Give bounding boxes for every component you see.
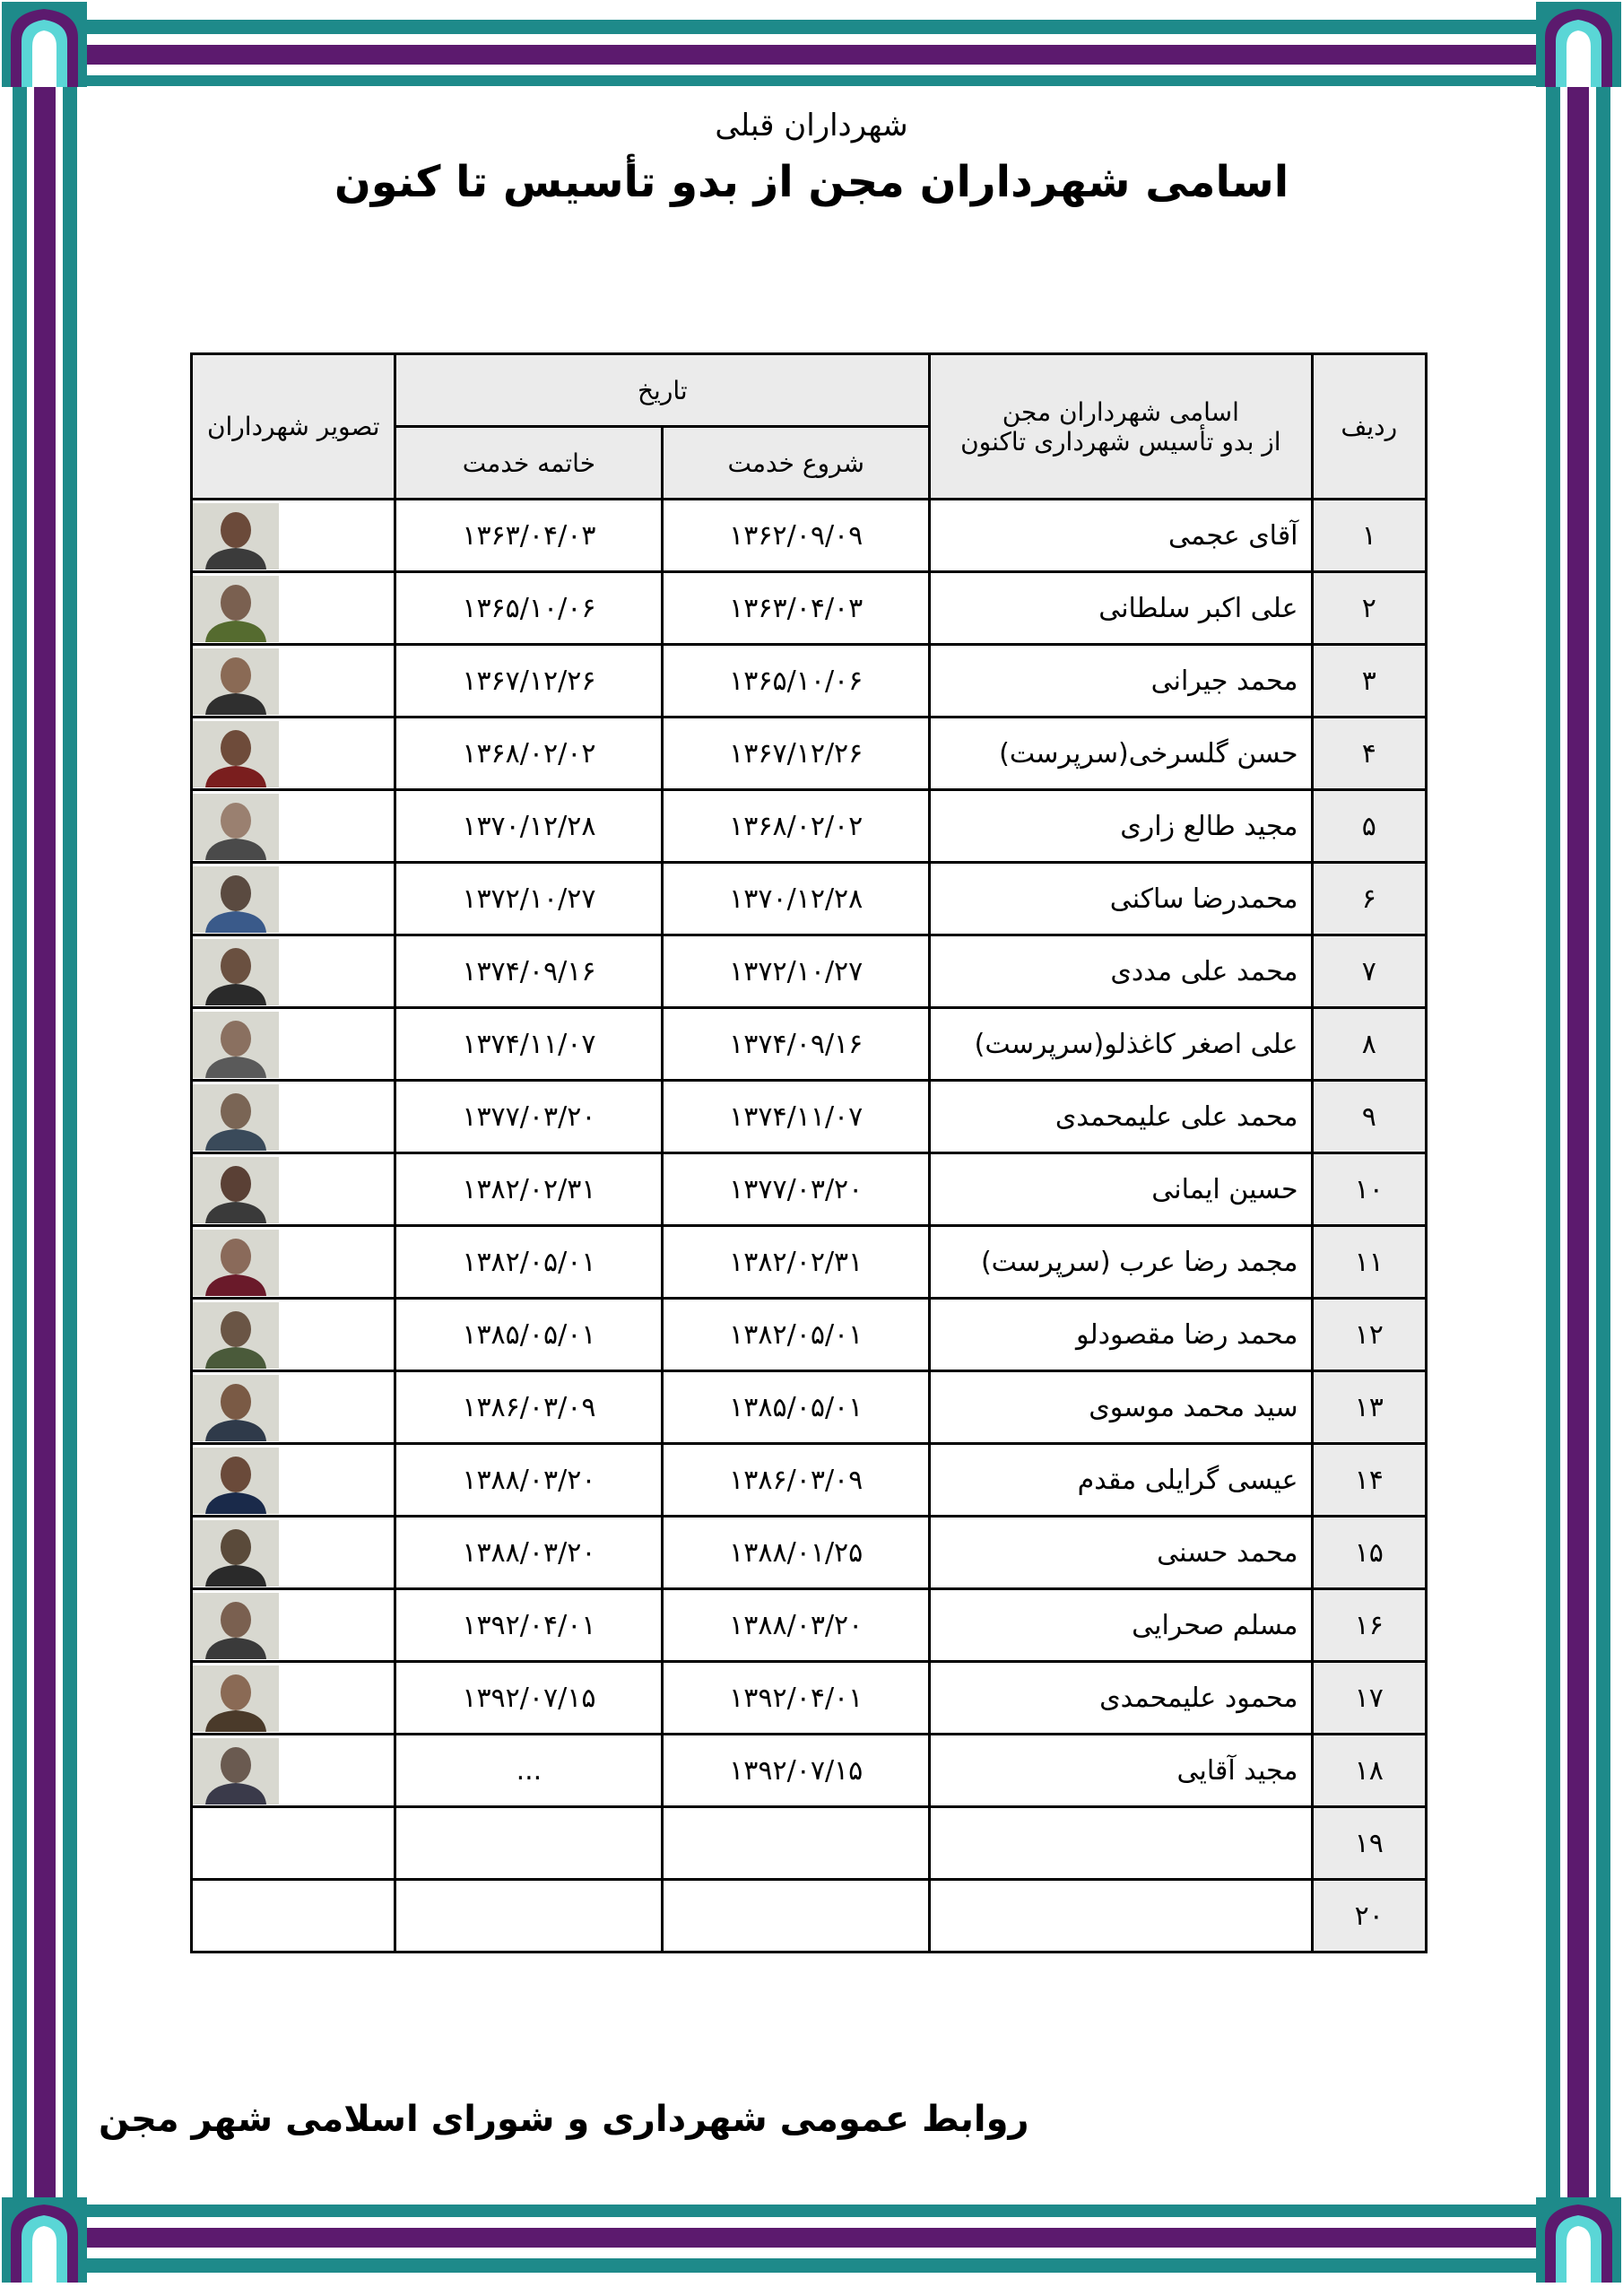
end-date: ۱۳۶۸/۰۲/۰۲ xyxy=(395,718,663,790)
start-date: ۱۳۷۲/۱۰/۲۷ xyxy=(663,935,930,1008)
row-number: ۵ xyxy=(1312,790,1427,863)
end-date: ۱۳۸۵/۰۵/۰۱ xyxy=(395,1299,663,1371)
row-number: ۸ xyxy=(1312,1008,1427,1081)
start-date xyxy=(663,1807,930,1880)
table-row xyxy=(192,1444,1427,1517)
mayor-name: علی اکبر سلطانی xyxy=(930,572,1312,645)
row-number: ۲ xyxy=(1312,572,1427,645)
photo-cell xyxy=(192,1444,395,1517)
end-date: ۱۳۸۶/۰۳/۰۹ xyxy=(395,1371,663,1444)
start-date: ۱۳۶۳/۰۴/۰۳ xyxy=(663,572,930,645)
end-date: ۱۳۸۸/۰۳/۲۰ xyxy=(395,1517,663,1589)
table-row xyxy=(192,1807,1427,1880)
end-date xyxy=(395,1807,663,1880)
table-row xyxy=(192,935,1427,1008)
photo-cell xyxy=(192,1880,395,1952)
table-header-row xyxy=(192,354,1427,427)
row-number: ۱ xyxy=(1312,500,1427,572)
row-number: ۴ xyxy=(1312,718,1427,790)
table-row xyxy=(192,572,1427,645)
end-date: ۱۳۷۴/۰۹/۱۶ xyxy=(395,935,663,1008)
row-number: ۱۸ xyxy=(1312,1735,1427,1807)
footer-text: روابط عمومی شهرداری و شورای اسلامی شهر مجن xyxy=(99,2099,1029,2140)
column-header-row-number: ردیف xyxy=(1312,354,1427,500)
column-header-start: شروع خدمت xyxy=(663,427,930,500)
row-number: ۱۲ xyxy=(1312,1299,1427,1371)
mayor-name: محمد علی علیمحمدی xyxy=(930,1081,1312,1153)
mayor-name xyxy=(930,1807,1312,1880)
row-number: ۱۳ xyxy=(1312,1371,1427,1444)
mayor-name: محمد جیرانی xyxy=(930,645,1312,718)
mayor-photo xyxy=(193,576,279,642)
table-row xyxy=(192,1153,1427,1226)
mayor-photo xyxy=(193,721,279,787)
row-number: ۹ xyxy=(1312,1081,1427,1153)
column-header-name-line2: از بدو تأسیس شهرداری تاکنون xyxy=(960,426,1281,457)
table-row xyxy=(192,1299,1427,1371)
table-row xyxy=(192,790,1427,863)
mayor-photo xyxy=(193,1738,279,1805)
table-row xyxy=(192,1081,1427,1153)
row-number: ۱۷ xyxy=(1312,1662,1427,1735)
photo-cell xyxy=(192,935,395,1008)
mayor-photo xyxy=(193,1375,279,1441)
mayor-photo xyxy=(193,1448,279,1514)
photo-cell xyxy=(192,863,395,935)
table-row xyxy=(192,645,1427,718)
mayor-photo xyxy=(193,939,279,1005)
end-date: ۱۳۶۳/۰۴/۰۳ xyxy=(395,500,663,572)
end-date: ۱۳۹۲/۰۷/۱۵ xyxy=(395,1662,663,1735)
corner-ornament-bottom-right xyxy=(1536,2197,1621,2283)
corner-ornament-top-left xyxy=(2,2,87,87)
photo-cell xyxy=(192,1662,395,1735)
table-row xyxy=(192,863,1427,935)
start-date: ۱۳۸۵/۰۵/۰۱ xyxy=(663,1371,930,1444)
mayor-name: سید محمد موسوی xyxy=(930,1371,1312,1444)
end-date: ۱۳۷۷/۰۳/۲۰ xyxy=(395,1081,663,1153)
start-date: ۱۳۸۲/۰۵/۰۱ xyxy=(663,1299,930,1371)
table-row xyxy=(192,1662,1427,1735)
start-date: ۱۳۶۸/۰۲/۰۲ xyxy=(663,790,930,863)
photo-cell xyxy=(192,1371,395,1444)
mayor-photo xyxy=(193,866,279,933)
table-row xyxy=(192,500,1427,572)
column-header-end: خاتمه خدمت xyxy=(395,427,663,500)
end-date: ۱۳۶۷/۱۲/۲۶ xyxy=(395,645,663,718)
end-date: ۱۳۷۲/۱۰/۲۷ xyxy=(395,863,663,935)
start-date: ۱۳۹۲/۰۷/۱۵ xyxy=(663,1735,930,1807)
row-number: ۱۹ xyxy=(1312,1807,1427,1880)
photo-cell xyxy=(192,1299,395,1371)
corner-ornament-bottom-left xyxy=(2,2197,87,2283)
mayor-name xyxy=(930,1880,1312,1952)
table-row xyxy=(192,1589,1427,1662)
mayor-name: حسین ایمانی xyxy=(930,1153,1312,1226)
start-date: ۱۳۸۲/۰۲/۳۱ xyxy=(663,1226,930,1299)
photo-cell xyxy=(192,718,395,790)
mayor-photo xyxy=(193,1012,279,1078)
start-date: ۱۳۷۴/۱۱/۰۷ xyxy=(663,1081,930,1153)
end-date: ۱۳۹۲/۰۴/۰۱ xyxy=(395,1589,663,1662)
start-date: ۱۳۹۲/۰۴/۰۱ xyxy=(663,1662,930,1735)
row-number: ۶ xyxy=(1312,863,1427,935)
start-date: ۱۳۶۵/۱۰/۰۶ xyxy=(663,645,930,718)
mayor-photo xyxy=(193,1084,279,1151)
start-date: ۱۳۷۴/۰۹/۱۶ xyxy=(663,1008,930,1081)
row-number: ۱۰ xyxy=(1312,1153,1427,1226)
start-date: ۱۳۶۲/۰۹/۰۹ xyxy=(663,500,930,572)
table-row xyxy=(192,718,1427,790)
mayor-name: محمد حسنی xyxy=(930,1517,1312,1589)
photo-cell xyxy=(192,1226,395,1299)
start-date: ۱۳۷۰/۱۲/۲۸ xyxy=(663,863,930,935)
mayor-photo xyxy=(193,794,279,860)
mayor-name: علی اصغر کاغذلو(سرپرست) xyxy=(930,1008,1312,1081)
table-row xyxy=(192,1735,1427,1807)
photo-cell xyxy=(192,790,395,863)
mayor-name: مجید طالع زاری xyxy=(930,790,1312,863)
mayor-name: عیسی گرایلی مقدم xyxy=(930,1444,1312,1517)
mayor-photo xyxy=(193,1665,279,1732)
end-date: ... xyxy=(395,1735,663,1807)
photo-cell xyxy=(192,1589,395,1662)
row-number: ۱۶ xyxy=(1312,1589,1427,1662)
mayor-name: محمدرضا ساکنی xyxy=(930,863,1312,935)
end-date: ۱۳۷۰/۱۲/۲۸ xyxy=(395,790,663,863)
column-header-date: تاریخ xyxy=(395,354,930,427)
photo-cell xyxy=(192,1008,395,1081)
mayor-photo xyxy=(193,1302,279,1369)
mayor-name: محمود علیمحمدی xyxy=(930,1662,1312,1735)
start-date: ۱۳۶۷/۱۲/۲۶ xyxy=(663,718,930,790)
mayors-table xyxy=(190,352,1428,1953)
row-number: ۳ xyxy=(1312,645,1427,718)
start-date: ۱۳۸۸/۰۳/۲۰ xyxy=(663,1589,930,1662)
mayor-name: مسلم صحرایی xyxy=(930,1589,1312,1662)
mayor-name: آقای عجمی xyxy=(930,500,1312,572)
end-date: ۱۳۸۲/۰۵/۰۱ xyxy=(395,1226,663,1299)
photo-cell xyxy=(192,645,395,718)
end-date: ۱۳۷۴/۱۱/۰۷ xyxy=(395,1008,663,1081)
row-number: ۷ xyxy=(1312,935,1427,1008)
page-title: اسامی شهرداران مجن از بدو تأسیس تا کنون xyxy=(334,157,1289,207)
row-number: ۱۱ xyxy=(1312,1226,1427,1299)
mayor-photo xyxy=(193,648,279,715)
table-row xyxy=(192,1371,1427,1444)
mayor-name: محمد رضا مقصودلو xyxy=(930,1299,1312,1371)
mayor-photo xyxy=(193,1157,279,1223)
mayor-photo xyxy=(193,1230,279,1296)
photo-cell xyxy=(192,1517,395,1589)
table-row xyxy=(192,1517,1427,1589)
mayor-name: مجید آقایی xyxy=(930,1735,1312,1807)
mayor-name: محمد علی مددی xyxy=(930,935,1312,1008)
mayor-photo xyxy=(193,503,279,570)
end-date: ۱۳۸۸/۰۳/۲۰ xyxy=(395,1444,663,1517)
column-header-name xyxy=(930,354,1312,500)
photo-cell xyxy=(192,572,395,645)
mayor-photo xyxy=(193,1593,279,1659)
photo-cell xyxy=(192,500,395,572)
mayor-photo xyxy=(193,1520,279,1587)
table-row xyxy=(192,1880,1427,1952)
start-date: ۱۳۸۸/۰۱/۲۵ xyxy=(663,1517,930,1589)
page-subtitle: شهرداران قبلی xyxy=(715,108,908,144)
end-date: ۱۳۶۵/۱۰/۰۶ xyxy=(395,572,663,645)
row-number: ۲۰ xyxy=(1312,1880,1427,1952)
corner-ornament-top-right xyxy=(1536,2,1621,87)
mayor-name: حسن گلسرخی(سرپرست) xyxy=(930,718,1312,790)
column-header-photo: تصویر شهرداران xyxy=(192,354,395,500)
photo-cell xyxy=(192,1081,395,1153)
photo-cell xyxy=(192,1153,395,1226)
photo-cell xyxy=(192,1807,395,1880)
table-row xyxy=(192,1226,1427,1299)
photo-cell xyxy=(192,1735,395,1807)
table-row xyxy=(192,1008,1427,1081)
row-number: ۱۴ xyxy=(1312,1444,1427,1517)
start-date: ۱۳۸۶/۰۳/۰۹ xyxy=(663,1444,930,1517)
end-date xyxy=(395,1880,663,1952)
start-date xyxy=(663,1880,930,1952)
start-date: ۱۳۷۷/۰۳/۲۰ xyxy=(663,1153,930,1226)
row-number: ۱۵ xyxy=(1312,1517,1427,1589)
column-header-name-line1: اسامی شهرداران مجن xyxy=(1002,396,1239,427)
end-date: ۱۳۸۲/۰۲/۳۱ xyxy=(395,1153,663,1226)
mayor-name: مجمد رضا عرب (سرپرست) xyxy=(930,1226,1312,1299)
